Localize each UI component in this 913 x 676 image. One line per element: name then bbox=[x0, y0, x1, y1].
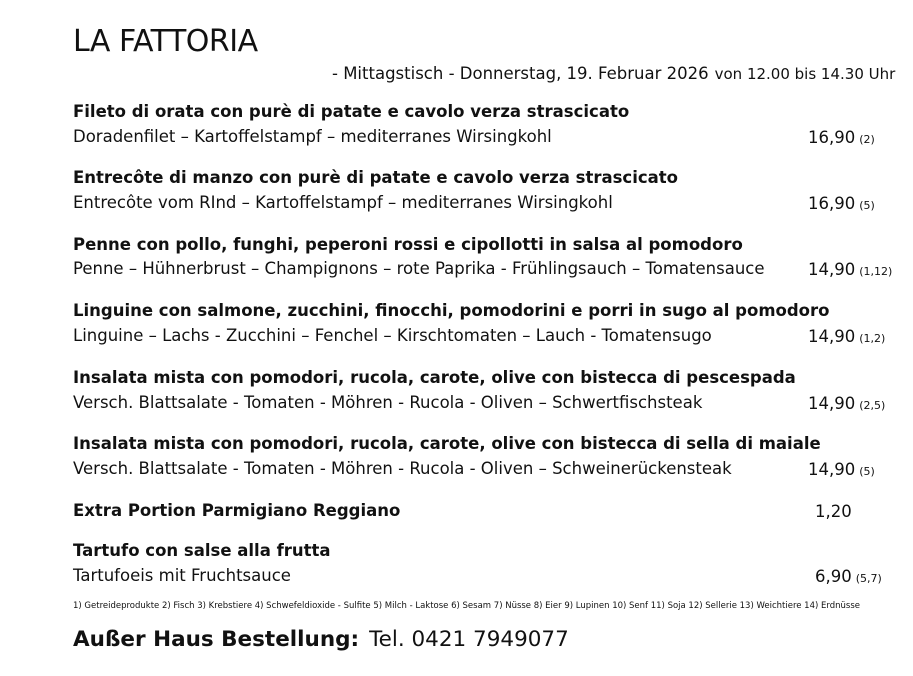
price-value: 14,90 bbox=[808, 460, 856, 479]
dish-german-name: Entrecôte vom RInd – Kartoffelstampf – mediterranes Wirsingkohl bbox=[73, 193, 613, 212]
allergen-codes: (2) bbox=[859, 133, 875, 146]
price-value: 1,20 bbox=[815, 502, 852, 521]
price-value: 14,90 bbox=[808, 260, 856, 279]
dish-price bbox=[808, 394, 885, 413]
allergen-codes: (5) bbox=[859, 199, 875, 212]
dish-italian-name: Linguine con salmone, zucchini, finocchi, pomodorini e porri in sugo al pomodoro bbox=[73, 301, 830, 320]
price-value: 16,90 bbox=[808, 194, 856, 213]
dish-italian-name: Extra Portion Parmigiano Reggiano bbox=[73, 501, 401, 520]
allergen-codes: (1,2) bbox=[859, 332, 886, 345]
dish-german-name: Versch. Blattsalate - Tomaten - Möhren - Rucola - Oliven – Schwertfischsteak bbox=[73, 393, 703, 412]
allergen-codes: (5,7) bbox=[855, 572, 882, 585]
dish-german-name: Linguine – Lachs - Zucchini – Fenchel – Kirschtomaten – Lauch - Tomatensugo bbox=[73, 326, 712, 345]
allergen-codes: (5) bbox=[859, 465, 875, 478]
dish-italian-name: Insalata mista con pomodori, rucola, carote, olive con bistecca di pescespada bbox=[73, 368, 796, 387]
dish-italian-name: Penne con pollo, funghi, peperoni rossi e cipollotti in salsa al pomodoro bbox=[73, 235, 743, 254]
order-line bbox=[73, 627, 569, 652]
price-value: 14,90 bbox=[808, 394, 856, 413]
allergen-legend: 1) Getreideprodukte 2) Fisch 3) Krebstiere 4) Schwefeldioxide - Sulfite 5) Milch - Laktose 6) Sesam 7) Nüsse 8) Eier 9) Lupinen 10) Senf 11) Soja 12) Sellerie 13) Weichtiere 14) Erdnüsse bbox=[73, 601, 860, 611]
dish-price bbox=[808, 194, 875, 213]
menu-date: - Mittagstisch - Donnerstag, 19. Februar 2026 bbox=[332, 64, 709, 83]
dish-german-name: Versch. Blattsalate - Tomaten - Möhren - Rucola - Oliven – Schweinerückensteak bbox=[73, 459, 732, 478]
order-label: Außer Haus Bestellung: bbox=[73, 627, 360, 652]
serving-hours: von 12.00 bis 14.30 Uhr bbox=[714, 65, 896, 83]
price-value: 16,90 bbox=[808, 128, 856, 147]
price-value: 14,90 bbox=[808, 327, 856, 346]
dish-italian-name: Fileto di orata con purè di patate e cavolo verza strascicato bbox=[73, 102, 630, 121]
dish-price bbox=[815, 502, 852, 521]
menu-subtitle bbox=[332, 64, 895, 83]
dish-german-name: Penne – Hühnerbrust – Champignons – rote Paprika - Frühlingsauch – Tomatensauce bbox=[73, 259, 765, 278]
allergen-codes: (1,12) bbox=[859, 265, 893, 278]
dish-italian-name: Tartufo con salse alla frutta bbox=[73, 541, 331, 560]
dish-price bbox=[808, 460, 875, 479]
dish-price bbox=[808, 327, 885, 346]
dish-italian-name: Entrecôte di manzo con purè di patate e cavolo verza strascicato bbox=[73, 168, 678, 187]
dish-german-name: Tartufoeis mit Fruchtsauce bbox=[73, 566, 291, 585]
dish-price bbox=[815, 567, 882, 586]
dish-german-name: Doradenfilet – Kartoffelstampf – mediterranes Wirsingkohl bbox=[73, 127, 552, 146]
allergen-codes: (2,5) bbox=[859, 399, 886, 412]
price-value: 6,90 bbox=[815, 567, 852, 586]
dish-italian-name: Insalata mista con pomodori, rucola, carote, olive con bistecca di sella di maiale bbox=[73, 434, 821, 453]
phone-number: Tel. 0421 7949077 bbox=[369, 627, 569, 652]
dish-price bbox=[808, 128, 875, 147]
dish-price bbox=[808, 260, 892, 279]
restaurant-name: LA FATTORIA bbox=[73, 24, 258, 59]
